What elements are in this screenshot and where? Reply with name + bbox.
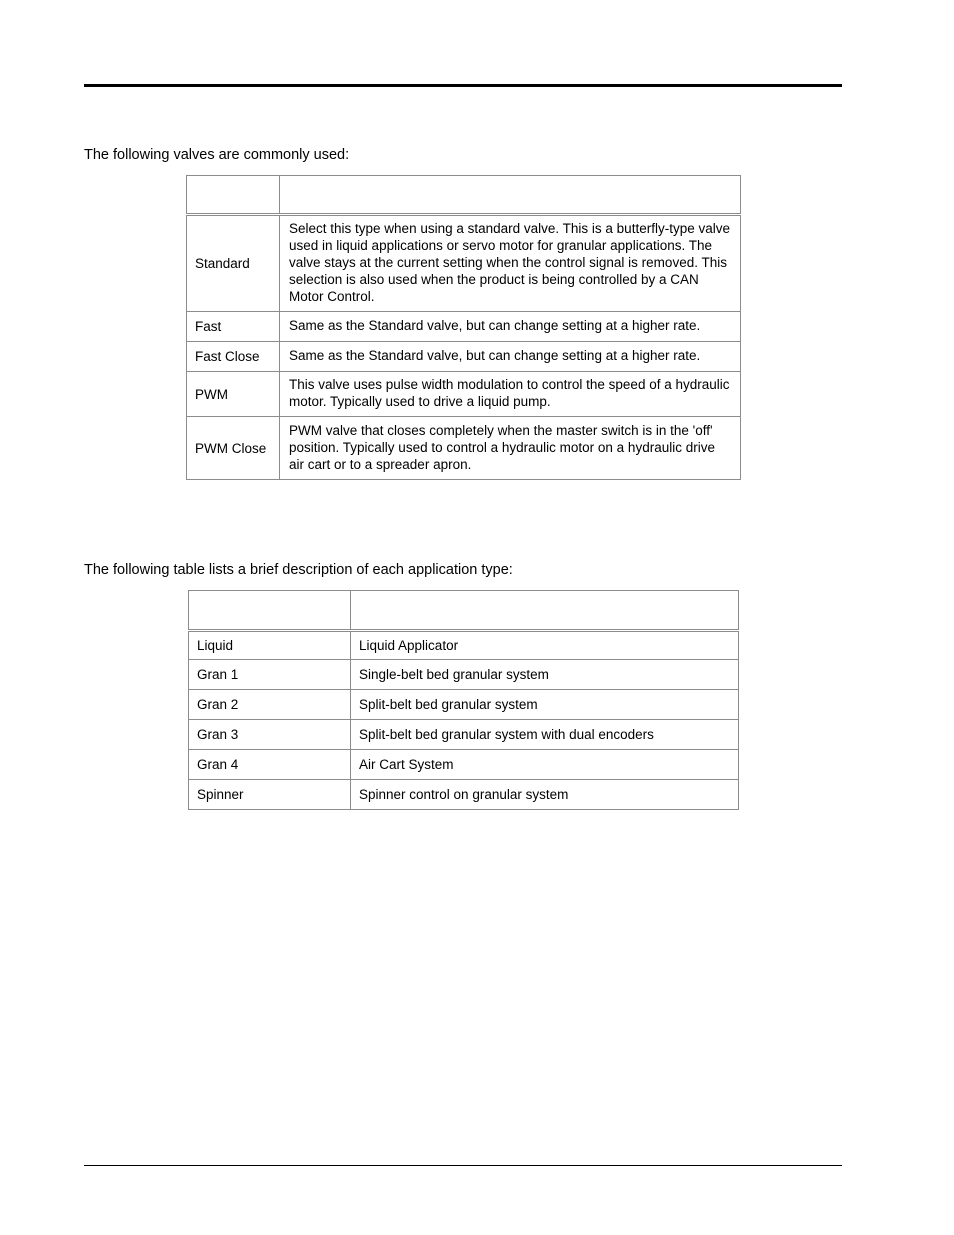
valve-description-cell: Select this type when using a standard valve. This is a butterfly-type valve used in liquid applications or servo motor for granular applications. The valve stays at the current setting when the control signal is removed. This selection is also used when the product is being controlled by a CAN Motor Control.	[280, 215, 741, 312]
application-name-cell: Gran 4	[189, 750, 351, 780]
application-types-table	[188, 590, 739, 810]
table-header-cell	[280, 176, 741, 215]
valve-name-cell: Standard	[187, 215, 280, 312]
valves-intro-text: The following valves are commonly used:	[84, 147, 350, 163]
valve-name-cell: Fast	[187, 312, 280, 342]
table-header-cell	[187, 176, 280, 215]
table-header-cell	[189, 591, 351, 631]
valve-name-cell: PWM	[187, 372, 280, 417]
table-row	[187, 342, 741, 372]
table-row	[189, 720, 739, 750]
application-description-cell: Liquid Applicator	[351, 631, 739, 660]
table-row	[189, 631, 739, 660]
valve-description-cell: PWM valve that closes completely when the master switch is in the 'off' position. Typically used to control a hydraulic motor on a hydraulic drive air cart or to a spreader apron.	[280, 417, 741, 480]
valve-description-cell: Same as the Standard valve, but can change setting at a higher rate.	[280, 342, 741, 372]
table-row	[187, 372, 741, 417]
valve-description-cell: Same as the Standard valve, but can change setting at a higher rate.	[280, 312, 741, 342]
table-header-cell	[351, 591, 739, 631]
table-row	[187, 417, 741, 480]
application-name-cell: Gran 2	[189, 690, 351, 720]
table-row	[189, 750, 739, 780]
application-name-cell: Gran 3	[189, 720, 351, 750]
application-description-cell: Split-belt bed granular system	[351, 690, 739, 720]
table-row	[189, 660, 739, 690]
applications-intro-text: The following table lists a brief description of each application type:	[84, 562, 513, 578]
application-description-cell: Single-belt bed granular system	[351, 660, 739, 690]
table-row	[187, 215, 741, 312]
application-description-cell: Split-belt bed granular system with dual encoders	[351, 720, 739, 750]
table-row	[189, 690, 739, 720]
valve-name-cell: PWM Close	[187, 417, 280, 480]
application-name-cell: Gran 1	[189, 660, 351, 690]
application-description-cell: Spinner control on granular system	[351, 780, 739, 810]
application-name-cell: Liquid	[189, 631, 351, 660]
table-row	[189, 780, 739, 810]
table-header-row	[187, 176, 741, 215]
valve-name-cell: Fast Close	[187, 342, 280, 372]
application-description-cell: Air Cart System	[351, 750, 739, 780]
application-name-cell: Spinner	[189, 780, 351, 810]
table-row	[187, 312, 741, 342]
header-rule	[84, 84, 842, 87]
valve-description-cell: This valve uses pulse width modulation to control the speed of a hydraulic motor. Typically used to drive a liquid pump.	[280, 372, 741, 417]
valve-types-table	[186, 175, 741, 480]
table-header-row	[189, 591, 739, 631]
footer-rule	[84, 1165, 842, 1166]
